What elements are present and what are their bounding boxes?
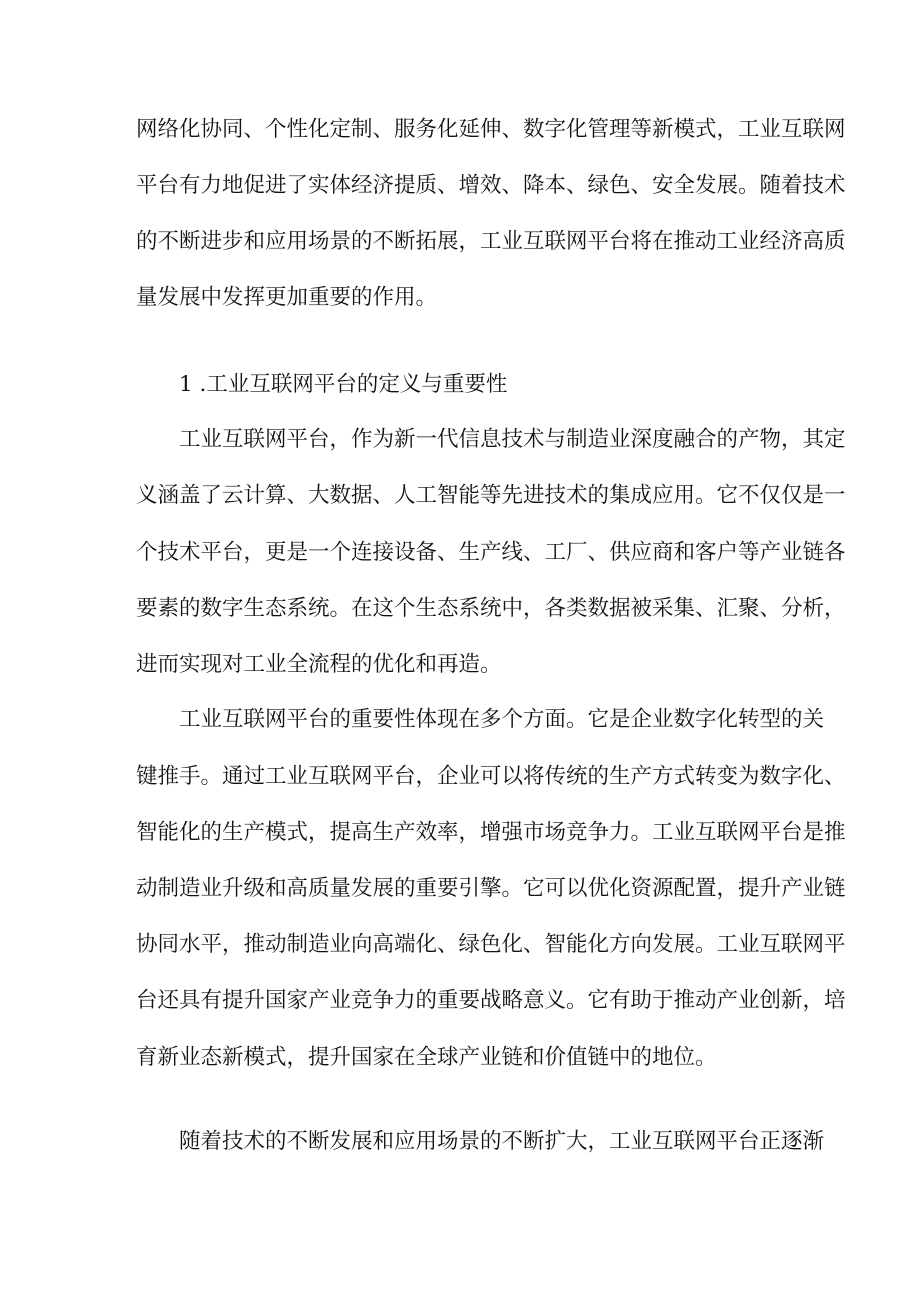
- text-line: 台还具有提升国家产业竞争力的重要战略意义。它有助于推动产业创新，培: [136, 988, 846, 1013]
- text-line: 个技术平台，更是一个连接设备、生产线、工厂、供应商和客户等产业链各: [136, 540, 846, 565]
- text-line: 义涵盖了云计算、大数据、人工智能等先进技术的集成应用。它不仅仅是一: [136, 483, 846, 508]
- text-line: 进而实现对工业全流程的优化和再造。: [136, 652, 502, 677]
- text-line: 要素的数字生态系统。在这个生态系统中，各类数据被采集、汇聚、分析，: [136, 596, 846, 621]
- text-line: 智能化的生产模式，提高生产效率，增强市场竞争力。工业互联网平台是推: [136, 820, 846, 845]
- text-line: 的不断进步和应用场景的不断拓展，工业互联网平台将在推动工业经济高质: [136, 229, 846, 254]
- text-line: 网络化协同、个性化定制、服务化延伸、数字化管理等新模式，工业互联网: [136, 117, 846, 142]
- text-line: 键推手。通过工业互联网平台，企业可以将传统的生产方式转变为数字化、: [136, 764, 846, 789]
- text-line: 平台有力地促进了实体经济提质、增效、降本、绿色、安全发展。随着技术: [136, 173, 846, 198]
- text-line: 工业互联网平台，作为新一代信息技术与制造业深度融合的产物，其定: [179, 427, 846, 452]
- text-line: 工业互联网平台的重要性体现在多个方面。它是企业数字化转型的关: [179, 707, 825, 732]
- section-heading: 1 .工业互联网平台的定义与重要性: [179, 372, 508, 397]
- text-line: 育新业态新模式，提升国家在全球产业链和价值链中的地位。: [136, 1045, 717, 1070]
- text-line: 动制造业升级和高质量发展的重要引擎。它可以优化资源配置，提升产业链: [136, 876, 846, 901]
- text-line: 量发展中发挥更加重要的作用。: [136, 285, 438, 310]
- text-line: 协同水平，推动制造业向高端化、绿色化、智能化方向发展。工业互联网平: [136, 932, 846, 957]
- text-line: 随着技术的不断发展和应用场景的不断扩大，工业互联网平台正逐渐: [179, 1129, 825, 1154]
